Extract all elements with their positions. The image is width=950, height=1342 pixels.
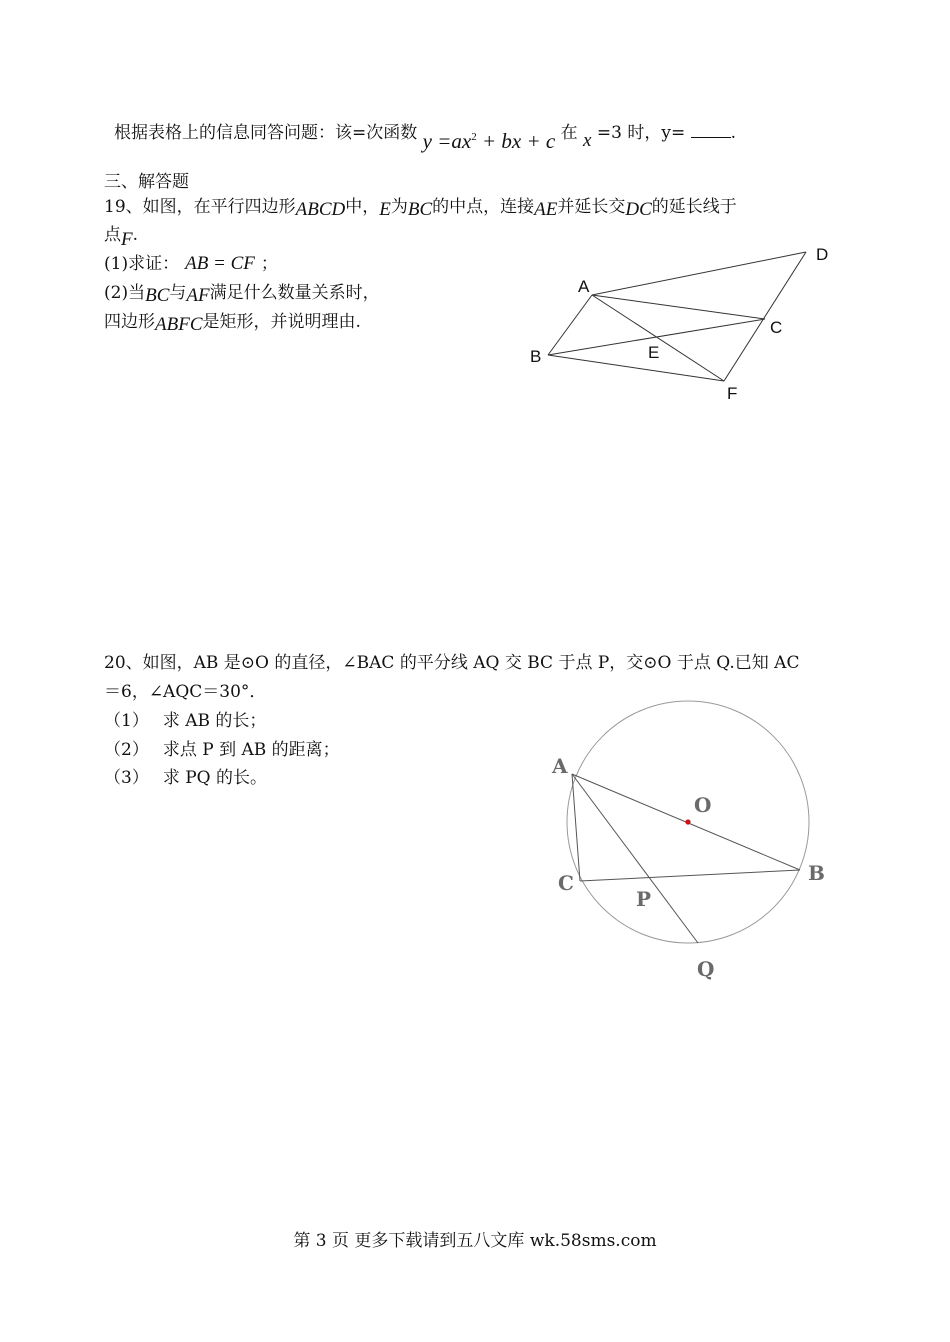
fig20-label-b: B: [808, 861, 825, 885]
intro-var-x: x: [583, 130, 592, 151]
fig19-label-c: C: [770, 318, 783, 337]
q19-part2: (2)当BC与AF满足什么数量关系时，: [104, 283, 380, 306]
circle-o: [567, 701, 809, 943]
q20-line1: 20、如图，AB 是⊙O 的直径，∠BAC 的平分线 AQ 交 BC 于点 P，交⊙O 于点 Q.已知 AC: [104, 653, 800, 673]
fig19-label-b: B: [530, 347, 542, 366]
intro-prefix: 根据表格上的信息同答问题：该=次函数: [114, 123, 418, 143]
fig19-label-e: E: [648, 343, 660, 362]
section-heading: 三、解答题: [104, 172, 189, 192]
center-point: [685, 819, 690, 824]
segment-DF: [724, 252, 806, 381]
fig20-label-o: O: [694, 793, 712, 817]
intro-end: .: [730, 123, 736, 143]
fig19-label-f: F: [727, 384, 738, 403]
intro-suffix: =3 时，y=: [596, 123, 691, 143]
q19-line1: 19、如图，在平行四边形ABCD中，E为BC的中点，连接AE并延长交DC的延长线于: [104, 197, 737, 220]
chord-CB: [580, 870, 800, 881]
diameter-AB: [572, 774, 800, 870]
intro-formula: $y =ax^2$ + bx + c: [422, 129, 556, 153]
fig20-label-q: Q: [697, 957, 715, 981]
q20-item-2: （2） 求点 P 到 AB 的距离；: [104, 740, 340, 760]
page-footer: 第 3 页 更多下载请到五八文库 wk.58sms.com: [293, 1231, 657, 1251]
fig19-label-a: A: [578, 277, 590, 296]
segment-AD: [592, 252, 806, 295]
chord-AC: [572, 774, 580, 881]
segment-AB: [548, 295, 592, 355]
q19-part1: (1)求证： AB = CF ；: [104, 253, 278, 274]
segment-AF: [592, 295, 724, 381]
segment-BF: [548, 355, 724, 381]
fig20-label-a: A: [552, 754, 568, 778]
q19-line2: 点F.: [104, 225, 139, 250]
fig20-label-p: P: [636, 887, 652, 911]
intro-line: [114, 116, 736, 153]
intro-mid: 在: [560, 123, 578, 143]
answer-blank: [691, 123, 731, 138]
chord-AQ: [572, 774, 698, 943]
q20-item-3: （3） 求 PQ 的长。: [104, 768, 268, 788]
fig20-label-c: C: [558, 871, 574, 895]
segment-AC: [592, 295, 765, 319]
q20-line2: ＝6，∠AQC＝30°．: [104, 682, 267, 702]
fig19-label-d: D: [816, 245, 829, 264]
q19-part3: 四边形ABFC是矩形，并说明理由.: [104, 312, 361, 335]
q20-item-1: （1） 求 AB 的长；: [104, 711, 267, 731]
